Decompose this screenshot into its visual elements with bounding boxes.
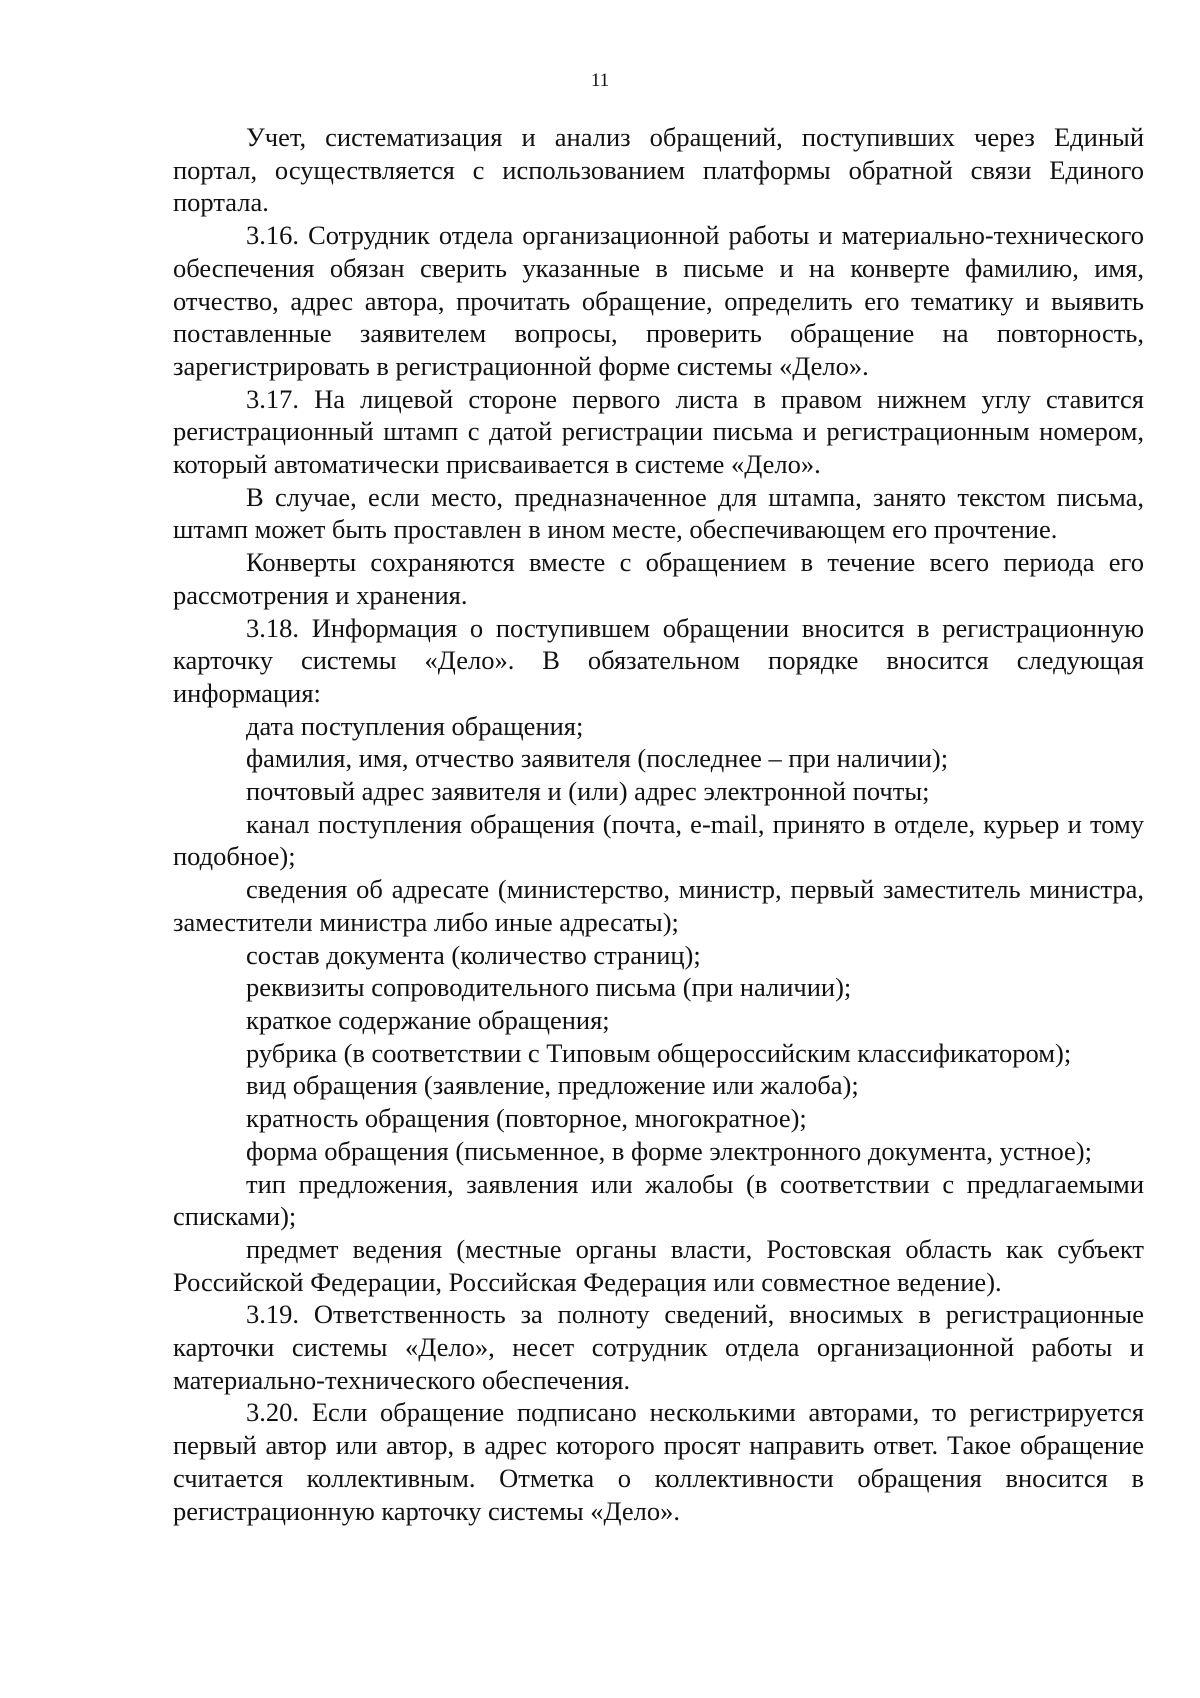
list-item: почтовый адрес заявителя и (или) адрес электронной почты;: [246, 776, 930, 807]
paragraph: 3.17. На лицевой стороне первого листа в правом нижнем углу ставится регистрационный штамп с датой регистрации письма и регистрационным номером, который автоматически присваивается в системе «Дело».: [173, 383, 1144, 480]
list-item: состав документа (количество страниц);: [246, 939, 701, 970]
page-number: 11: [590, 70, 610, 91]
list-item: предмет ведения (местные органы власти, Ростовская область как субъект Российской Федерации, Российская Федерация или совместное ведение).: [173, 1233, 1144, 1297]
list-item: краткое содержание обращения;: [246, 1004, 610, 1035]
paragraph: 3.20. Если обращение подписано несколькими авторами, то регистрируется первый автор или автор, в адрес которого просят направить ответ. Такое обращение считается коллективным. Отметка о коллективности обращения вносится в регистрационную карточку системы «Дело».: [173, 1397, 1144, 1526]
list-item: фамилия, имя, отчество заявителя (последнее – при наличии);: [246, 743, 949, 774]
list-item: кратность обращения (повторное, многократное);: [246, 1103, 807, 1134]
paragraph: 3.16. Сотрудник отдела организационной работы и материально-технического обеспечения обязан сверить указанные в письме и на конверте фамилию, имя, отчество, адрес автора, прочитать обращение, определить его тематику и выявить поставленные заявителем вопросы, проверить обращение на повторность, зарегистрировать в регистрационной форме системы «Дело».: [173, 220, 1144, 381]
paragraph: 3.19. Ответственность за полноту сведений, вносимых в регистрационные карточки системы «Дело», несет сотрудник отдела организационной работы и материально-технического обеспечения.: [173, 1299, 1144, 1395]
list-item: реквизиты сопроводительного письма (при наличии);: [246, 972, 852, 1003]
list-item: тип предложения, заявления или жалобы (в соответствии с предлагаемыми списками);: [173, 1168, 1144, 1232]
list-item: рубрика (в соответствии с Типовым общероссийским классификатором);: [246, 1037, 1072, 1068]
paragraph: Конверты сохраняются вместе с обращением в течение всего периода его рассмотрения и хранения.: [173, 547, 1144, 610]
list-item: сведения об адресате (министерство, министр, первый заместитель министра, заместители министра либо иные адресаты);: [173, 874, 1144, 937]
list-item: форма обращения (письменное, в форме электронного документа, устное);: [246, 1135, 1092, 1166]
list-item: вид обращения (заявление, предложение или жалоба);: [246, 1070, 859, 1101]
paragraph: В случае, если место, предназначенное для штампа, занято текстом письма, штамп может быть проставлен в ином месте, обеспечивающем его прочтение.: [173, 481, 1144, 545]
list-item: дата поступления обращения;: [246, 710, 584, 741]
document-body: [173, 121, 1144, 1527]
paragraph: 3.18. Информация о поступившем обращении вносится в регистрационную карточку системы «Дело». В обязательном порядке вносится следующая информация:: [173, 612, 1144, 708]
paragraph: Учет, систематизация и анализ обращений, поступивших через Единый портал, осуществляется с использованием платформы обратной связи Единого портала.: [173, 122, 1144, 218]
list-item: канал поступления обращения (почта, e-mail, принято в отделе, курьер и тому подобное);: [173, 808, 1144, 872]
